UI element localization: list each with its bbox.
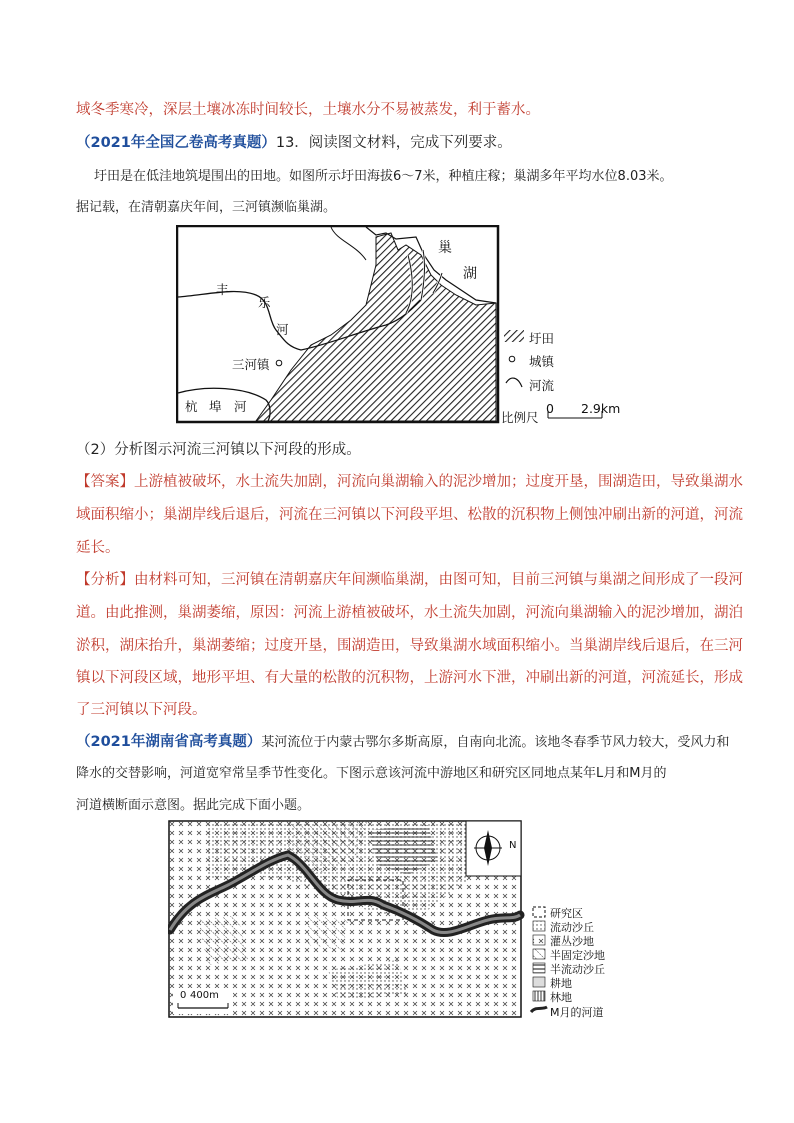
- legend-semi-mobile: 半流动沙丘: [550, 963, 605, 976]
- hangbu-label-3: 河: [234, 399, 247, 414]
- answer-tail-text: 域冬季寒冷，深层土壤冰冻时间较长，土壤水分不易被蒸发，利于蓄水。: [76, 102, 540, 118]
- material-line-2: 据记载，在清朝嘉庆年间，三河镇濒临巢湖。: [76, 200, 337, 215]
- answer-line-1: [76, 472, 743, 492]
- chaohu-map: [176, 225, 636, 430]
- answer-line-2: 域面积缩小；巢湖岸线后退后，河流在三河镇以下河段平坦、松散的沉积物上侧蚀冲刷出新的河道，河流: [76, 507, 743, 523]
- hangbu-label-2: 埠: [209, 399, 222, 414]
- scale-zero-2: 0: [180, 990, 187, 1001]
- scale-value-2: 400m: [190, 990, 219, 1001]
- analysis-line-2: 道。由此推测，巢湖萎缩，原因：河流上游植被破坏，水土流失加剧，河流向巢湖输入的泥沙增加，湖泊: [76, 605, 743, 621]
- material-line-1: 圩田是在低洼地筑堤围出的田地。如图所示圩田海拔6～7米，种植庄稼；巢湖多年平均水位8.03米。: [94, 169, 673, 184]
- question-hunan-intro-3: 河道横断面示意图。据此完成下面小题。: [76, 798, 311, 813]
- legend-forest: 林地: [550, 991, 572, 1004]
- legend-shrub-sand: 灌丛沙地: [550, 935, 594, 948]
- legend-weitian: 圩田: [529, 331, 555, 346]
- answer-text-1: 上游植被破坏，水土流失加剧，河流向巢湖输入的泥沙增加；过度开垦，围湖造田，导致巢湖水: [134, 474, 743, 490]
- legend-mobile-dune: 流动沙丘: [550, 921, 594, 934]
- legend-study-area: 研究区: [550, 907, 583, 920]
- analysis-tag: 【分析】: [76, 572, 134, 588]
- question-source: （2021年全国乙卷高考真题）: [76, 135, 276, 151]
- analysis-line-3: 淤积，湖床抬升，巢湖萎缩；过度开垦，围湖造田，导致巢湖水域面积缩小。当巢湖岸线后退后，在三河: [76, 638, 743, 654]
- question-hunan-text-1: 某河流位于内蒙古鄂尔多斯高原，自南向北流。该地冬春季节风力较大，受风力和: [261, 735, 730, 750]
- question-hunan-source: （2021年湖南省高考真题）: [76, 734, 262, 750]
- scale-value: 2.9km: [581, 401, 621, 416]
- hangbu-label-1: 杭: [185, 399, 198, 414]
- north-label: N: [509, 840, 517, 851]
- answer-tag: 【答案】: [76, 474, 134, 490]
- legend-farmland: 耕地: [550, 977, 572, 990]
- question-13-heading: [76, 133, 512, 153]
- answer-line-3: 延长。: [76, 540, 120, 556]
- legend-m-river: M月的河道: [550, 1006, 604, 1019]
- scale-zero: 0: [546, 401, 554, 416]
- river-label-le: 乐: [258, 295, 271, 310]
- question-title: 13．阅读图文材料，完成下列要求。: [275, 135, 512, 151]
- town-label: 三河镇: [232, 357, 270, 372]
- analysis-line-1: [76, 570, 743, 590]
- lake-label-1: 巢: [438, 240, 452, 256]
- legend-semi-fixed: 半固定沙地: [550, 949, 605, 962]
- legend-river: 河流: [529, 378, 555, 393]
- analysis-line-4: 镇以下河段区域，地形平坦、有大量的松散的沉积物，上游河水下泄，冲刷出新的河道，河流延长，形成: [76, 670, 743, 686]
- river-label-he: 河: [276, 322, 289, 337]
- analysis-line-5: 了三河镇以下河段。: [76, 702, 207, 718]
- scale-label: 比例尺: [501, 410, 539, 425]
- sub-question-2: （2）分析图示河流三河镇以下河段的形成。: [76, 442, 361, 458]
- question-hunan-intro-2: 降水的交替影响，河道宽窄常呈季节性变化。下图示意该河流中游地区和研究区同地点某年L月和M月的: [76, 766, 667, 781]
- river-study-map: [168, 820, 638, 1020]
- question-hunan-intro-1: [76, 732, 729, 753]
- lake-label-2: 湖: [463, 266, 477, 282]
- river-label-feng: 丰: [216, 282, 229, 297]
- analysis-text-1: 由材料可知，三河镇在清朝嘉庆年间濒临巢湖，由图可知，目前三河镇与巢湖之间形成了一段河: [134, 572, 743, 588]
- legend-town: 城镇: [529, 354, 555, 369]
